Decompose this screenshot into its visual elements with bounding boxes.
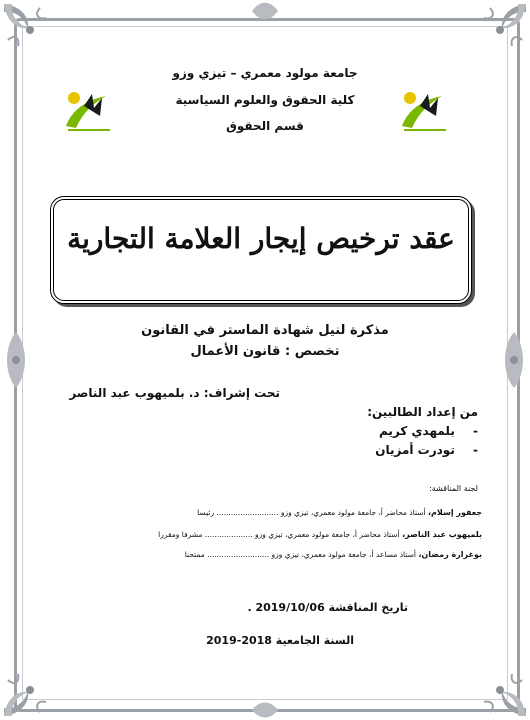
member-name: بلميهوب عبد الناصر، — [402, 530, 482, 539]
title-box — [50, 196, 472, 304]
student-item — [379, 424, 478, 438]
faculty-name: كلية الحقوق والعلوم السياسية — [175, 93, 355, 107]
student-name: تودرت أمزيان — [375, 443, 455, 457]
student-item — [375, 443, 478, 457]
dash-bullet: - — [473, 424, 478, 438]
bottom-ornament-icon — [250, 700, 280, 720]
member-dots: .......................... — [207, 550, 270, 559]
committee-member — [52, 550, 482, 559]
member-description: أستاذ محاضر أ، جامعة مولود معمري، تيزي وزو — [254, 530, 400, 539]
member-description: أستاذ محاضر أ، جامعة مولود معمري، تيزي وزو — [280, 508, 426, 517]
department-name: قسم الحقوق — [226, 119, 304, 133]
committee-member — [52, 530, 482, 539]
corner-ornament-icon — [474, 664, 530, 720]
defense-date: تاريخ المناقشة 2019/10/06 . — [247, 601, 408, 614]
student-name: بلمهدي كريم — [378, 424, 455, 438]
committee-label: لجنة المناقشة: — [429, 484, 478, 493]
side-ornament-icon — [500, 330, 528, 390]
university-name: جامعة مولود معمري – تيزي وزو — [172, 66, 358, 80]
member-name: جعفور إسلام، — [427, 508, 482, 517]
degree-line: مذكرة لنيل شهادة الماستر في القانون — [141, 323, 389, 338]
member-role: ممتحنا — [184, 550, 205, 559]
member-role: مشرفا ومقررا — [158, 530, 203, 539]
corner-ornament-icon — [0, 664, 56, 720]
member-dots: .......................... — [216, 508, 279, 517]
prepared-by-label: من إعداد الطالبين: — [367, 405, 478, 419]
side-ornament-icon — [2, 330, 30, 390]
committee-member — [52, 508, 482, 517]
supervisor-line: تحت إشراف: د. بلميهوب عبد الناصر — [69, 386, 280, 400]
top-ornament-icon — [250, 0, 280, 22]
corner-ornament-icon — [474, 0, 530, 56]
thesis-title: عقد ترخيص إيجار العلامة التجارية — [67, 222, 455, 255]
academic-year: السنة الجامعية 2018-2019 — [206, 634, 354, 647]
member-description: أستاذ مساعد أ، جامعة مولود معمري، تيزي وزو — [271, 550, 416, 559]
dash-bullet: - — [473, 443, 478, 457]
corner-ornament-icon — [0, 0, 56, 56]
specialty-line: تخصص : قانون الأعمال — [190, 344, 340, 359]
member-name: بوغرارة رمضان، — [418, 550, 482, 559]
member-role: رئيسا — [197, 508, 215, 517]
member-dots: .................... — [204, 530, 253, 539]
